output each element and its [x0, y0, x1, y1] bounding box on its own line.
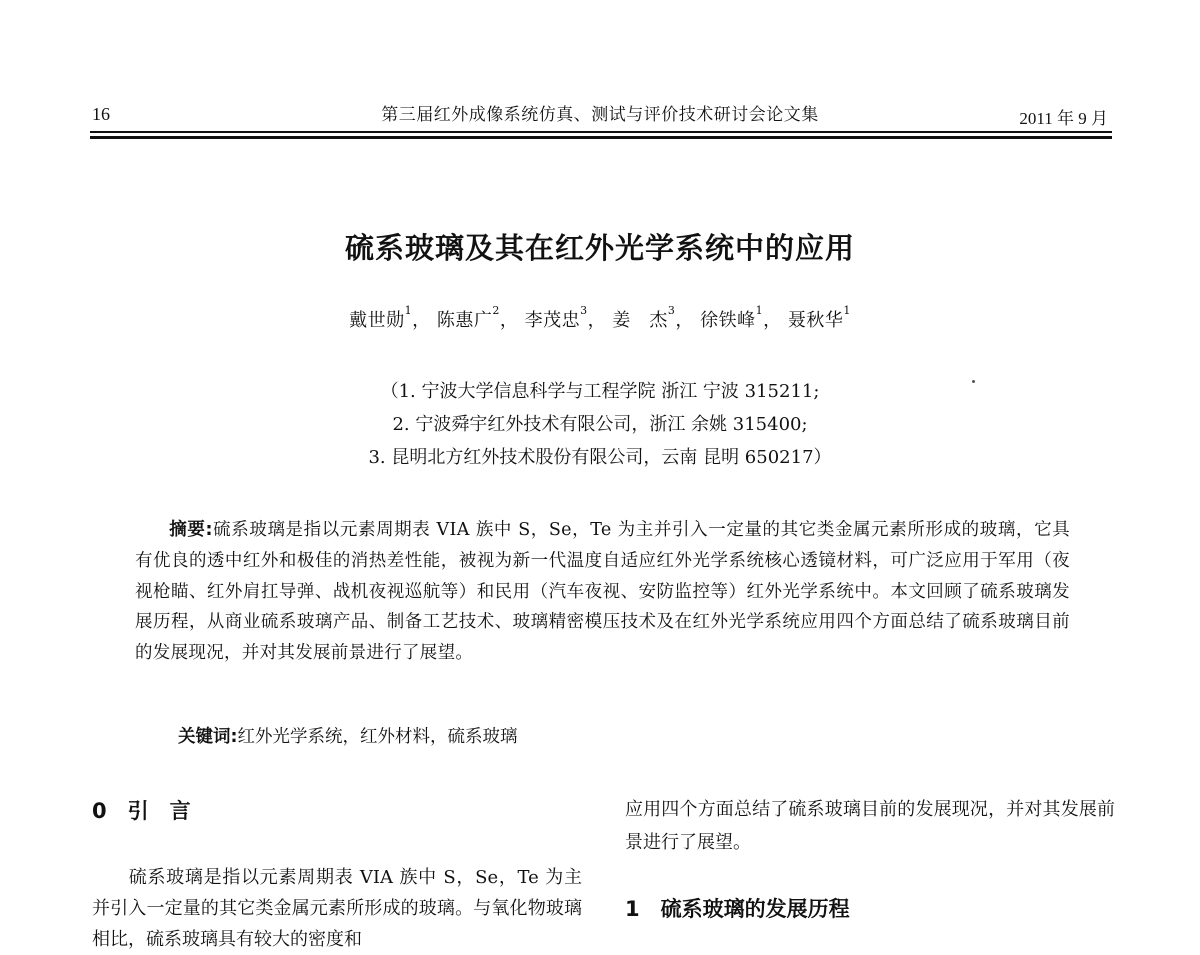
author-affiliation-mark: 1	[404, 304, 413, 317]
author: 李茂忠	[524, 310, 581, 331]
author-affiliation-mark: 1	[843, 304, 851, 317]
left-column-text	[92, 862, 582, 955]
journal-title: 第三届红外成像系统仿真、测试与评价技术研讨会论文集	[381, 105, 819, 125]
page-number: 16	[92, 104, 110, 124]
abstract-label: 摘要:	[169, 520, 213, 540]
author-affiliation-mark: 1	[755, 304, 764, 317]
section-heading-introduction: 0 引 言	[92, 799, 191, 823]
author: 聂秋华	[787, 310, 844, 331]
abstract-text: 硫系玻璃是指以元素周期表 VIA 族中 S，Se，Te 为主并引入一定量的其它类金属元素所形成的玻璃，它具有优良的透中红外和极佳的消热差性能，被视为新一代温度自适应红外光学系统核心透镜材料，可广泛应用于军用（夜视枪瞄、红外肩扛导弹、战机夜视巡航等）和民用（汽车夜视、安防监控等）红外光学系统中。本文回顾了硫系玻璃发展历程，从商业硫系玻璃产品、制备工艺技术、玻璃精密模压技术及在红外光学系统应用四个方面总结了硫系玻璃目前的发展现况，并对其发展前景进行了展望。	[135, 520, 1071, 664]
author: 徐铁峰	[700, 310, 756, 331]
author: 戴世勋	[349, 310, 405, 331]
author: 姜 杰	[612, 310, 668, 331]
keywords-text: 红外光学系统，红外材料，硫系玻璃	[237, 727, 518, 747]
author-affiliation-mark: 2	[492, 304, 500, 317]
keywords-label: 关键词:	[178, 727, 238, 747]
keywords	[178, 723, 518, 748]
abstract	[135, 515, 1070, 669]
header-rule-thick	[90, 136, 1112, 139]
author: 陈惠广	[436, 310, 493, 331]
author-affiliation-mark: 3	[667, 304, 676, 317]
affiliation-1: （1. 宁波大学信息科学与工程学院 浙江 宁波 315211;	[380, 381, 820, 402]
author-list: 戴世勋$^1$， 陈惠广$^2$， 李茂忠$^3$， 姜 杰$^3$， 徐铁峰$^1$， 聂秋华$^1$	[349, 304, 851, 331]
section-heading-history: 1 硫系玻璃的发展历程	[625, 897, 850, 921]
paper-title: 硫系玻璃及其在红外光学系统中的应用	[344, 231, 855, 265]
header-rule-thin	[90, 131, 1112, 133]
right-column-text: 应用四个方面总结了硫系玻璃目前的发展现况，并对其发展前景进行了展望。	[625, 799, 1115, 853]
author-affiliation-mark: 3	[580, 304, 588, 317]
publication-date: 2011 年 9 月	[1019, 109, 1108, 128]
affiliation-2: 2. 宁波舜宇红外技术有限公司，浙江 余姚 315400;	[392, 414, 808, 435]
intro-paragraph: 硫系玻璃是指以元素周期表 VIA 族中 S，Se，Te 为主并引入一定量的其它类金属元素所形成的玻璃。与氧化物玻璃相比，硫系玻璃具有较大的密度和	[92, 867, 582, 950]
affiliation-3: 3. 昆明北方红外技术股份有限公司，云南 昆明 650217）	[368, 447, 832, 468]
